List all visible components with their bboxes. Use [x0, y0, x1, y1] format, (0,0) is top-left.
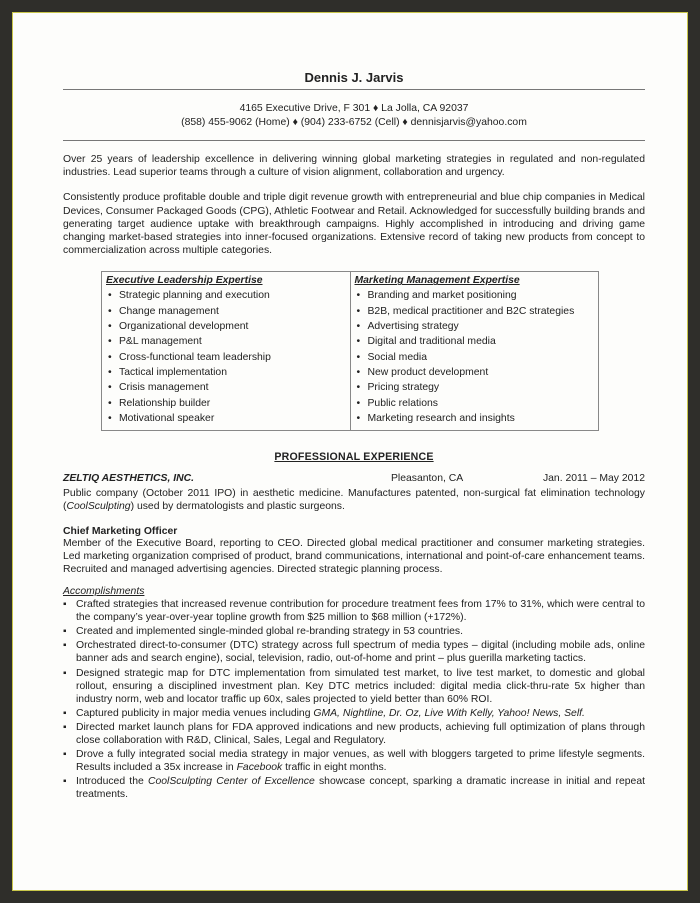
media-venues: GMA, Nightline, Dr. Oz, Live With Kelly, Yahoo! News, Self.: [313, 707, 585, 719]
list-item: ▪ Designed strategic map for DTC implementation from simulated test market, to live test market, to domestic and global rollout, ensuring a disciplined investment plan. Key DTC metrics included: digital media click-thru-rate 5x higher than industry norm, web and locator traffic up 60x, sales projected to yield better than 60% ROI.: [63, 667, 645, 706]
role-title: Chief Marketing Officer: [63, 525, 178, 537]
list-item: • New product development: [355, 365, 593, 380]
acc-text: Captured publicity in major media venues including: [76, 707, 314, 719]
list-item: • Advertising strategy: [355, 319, 593, 334]
company-desc-text-end: ) used by dermatologists and plastic surgeons.: [130, 501, 345, 513]
address-line: 4165 Executive Drive, F 301 ♦ La Jolla, CA 92037: [239, 103, 469, 114]
list-item: • Marketing research and insights: [355, 411, 593, 426]
marketing-column: [350, 272, 599, 431]
company-description: [63, 487, 645, 513]
list-item: • P&L management: [106, 334, 344, 349]
list-item: ▪ Orchestrated direct-to-consumer (DTC) strategy across full spectrum of media types – digital (including mobile ads, online banner ads and search engine), social, television, radio, out-of-home and print – plus guerilla marketing tactics.: [63, 639, 645, 665]
list-item: • B2B, medical practitioner and B2C strategies: [355, 304, 593, 319]
list-item: • Motivational speaker: [106, 411, 344, 426]
company-name: ZELTIQ AESTHETICS, INC.: [63, 473, 195, 485]
job-dates: Jan. 2011 – May 2012: [542, 473, 645, 485]
list-item: • Branding and market positioning: [355, 288, 593, 303]
list-item: • Strategic planning and execution: [106, 288, 344, 303]
list-item: • Change management: [106, 304, 344, 319]
header-rule-bottom: [63, 140, 645, 141]
list-item: • Cross-functional team leadership: [106, 350, 344, 365]
list-item: • Crisis management: [106, 380, 344, 395]
list-item: ▪ Created and implemented single-minded global re-branding strategy in 53 countries.: [63, 625, 645, 638]
resume-name: Dennis J. Jarvis: [304, 70, 404, 85]
accomplishments-list: [63, 598, 645, 801]
resume-page: [12, 12, 688, 891]
list-item: • Relationship builder: [106, 396, 344, 411]
list-item: • Tactical implementation: [106, 365, 344, 380]
leadership-column: [102, 272, 351, 431]
job-location: Pleasanton, CA: [391, 473, 464, 485]
role-description: Member of the Executive Board, reporting to CEO. Directed global medical practitioner and consumer marketing strategies. Led marketing organization comprised of product, brand communications, international and point-of-care enhancement teams. Recruited and managed advertising agencies. Directed strategic planning process.: [63, 537, 645, 575]
experience-heading: PROFESSIONAL EXPERIENCE: [274, 451, 434, 464]
list-item: ▪ Crafted strategies that increased revenue contribution for procedure treatment fees from 17% to 31%, which were central to the company’s year-over-year topline growth from $25 million to $68 million (+172%).: [63, 598, 645, 624]
list-item: [63, 707, 645, 720]
acc-text: Drove a fully integrated social media strategy in major venues, as well with bloggers targeted to prime lifestyle segments. Results included a 35x increase in: [76, 749, 645, 774]
leadership-list: [106, 288, 344, 426]
summary-paragraph-1: Over 25 years of leadership excellence in delivering winning global marketing strategies in regulated and non-regulated industries. Lead superior teams through a culture of vision alignment, collaboration and urgency.: [63, 154, 645, 179]
acc-text: Introduced the: [76, 776, 148, 788]
marketing-heading: Marketing Management Expertise: [354, 275, 520, 287]
marketing-list: [355, 288, 593, 426]
list-item: • Digital and traditional media: [355, 334, 593, 349]
acc-text-end: showcase concept, sparking a dramatic increase in initial and repeat treatments.: [76, 776, 645, 801]
contact-block: [63, 102, 645, 130]
leadership-heading: Executive Leadership Expertise: [106, 275, 263, 287]
job-header: [63, 473, 645, 487]
expertise-table: [101, 271, 599, 431]
list-item: [63, 775, 645, 801]
center-of-excellence: CoolSculpting Center of Excellence: [147, 776, 315, 788]
acc-text-end: traffic in eight months.: [282, 762, 387, 774]
accomplishments-heading: Accomplishments: [63, 586, 145, 598]
resume-content: [63, 70, 645, 802]
facebook-name: Facebook: [236, 762, 283, 774]
list-item: • Pricing strategy: [355, 380, 593, 395]
list-item: • Organizational development: [106, 319, 344, 334]
list-item: [63, 748, 645, 774]
company-desc-text: Public company (October 2011 IPO) in aesthetic medicine. Manufactures patented, non-surgical fat elimination technology (: [63, 488, 645, 513]
summary-paragraph-2: Consistently produce profitable double and triple digit revenue growth with entrepreneurial and blue chip companies in Medical Devices, Consumer Packaged Goods (CPG), Athletic Footwear and Retail. Acknowledged for successfully building brands and generating target audience uptake with breakthrough campaigns. Highly accomplished in introducing and driving game changing market-based strategies into inner-focused organizations. Extensive record of taking new products from concept to commercialization across multiple categories.: [63, 192, 645, 257]
list-item: • Public relations: [355, 396, 593, 411]
list-item: ▪ Directed market launch plans for FDA approved indications and new products, achieving full optimization of plans through close collaboration with R&D, Clinical, Sales, Legal and Regulatory.: [63, 721, 645, 747]
brand-name: CoolSculpting: [66, 501, 131, 513]
header-rule-top: [63, 89, 645, 90]
list-item: • Social media: [355, 350, 593, 365]
phone-email-line: (858) 455-9062 (Home) ♦ (904) 233-6752 (Cell) ♦ dennisjarvis@yahoo.com: [181, 117, 527, 128]
